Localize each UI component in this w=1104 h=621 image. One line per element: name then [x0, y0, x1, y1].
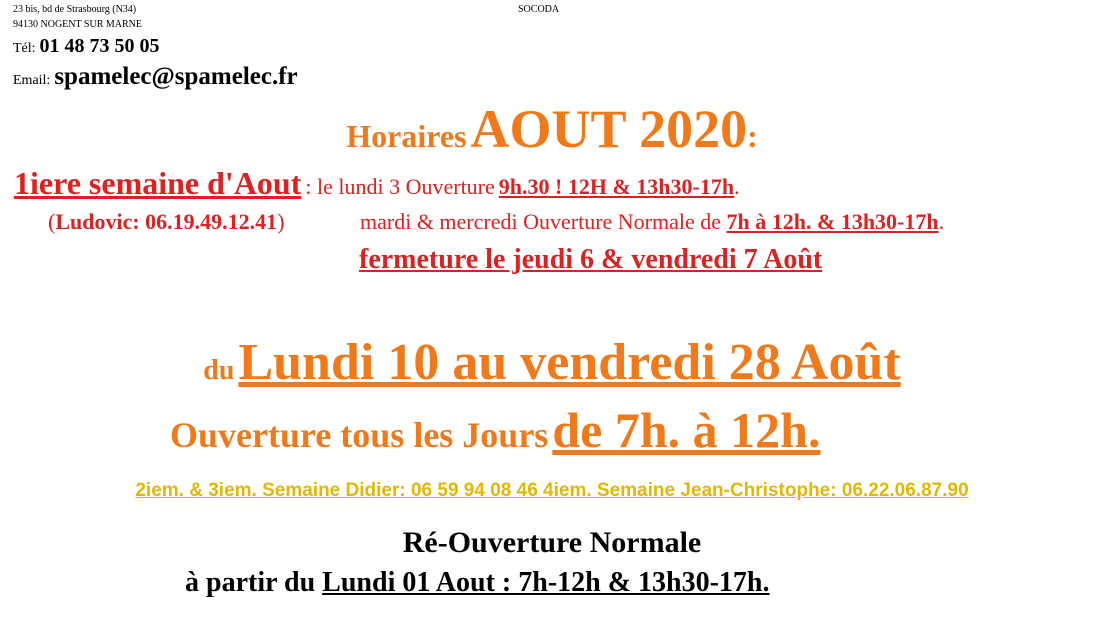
period-range-line	[0, 330, 1104, 408]
phone-line	[13, 34, 160, 61]
daily-text: Ouverture tous les Jours	[170, 415, 549, 455]
title-prefix: Horaires	[346, 118, 467, 154]
email-label: Email:	[13, 73, 51, 88]
phone-number: 01 48 73 50 05	[39, 35, 160, 57]
daily-hours: de 7h. à 12h.	[552, 402, 821, 458]
week1-closure: fermeture le jeudi 6 & vendredi 7 Août	[359, 244, 823, 275]
week1-line1-text: : le lundi 3 Ouverture	[305, 174, 495, 199]
week1-line1	[14, 164, 740, 209]
week1-line2-hours: 7h à 12h. & 13h30-17h	[726, 209, 939, 234]
email-line	[13, 62, 298, 96]
contacts-line: 2iem. & 3iem. Semaine Didier: 06 59 94 08 46 4iem. Semaine Jean-Christophe: 06.22.06.87.90	[135, 480, 969, 501]
reopening-date: Lundi 01 Aout : 7h-12h & 13h30-17h.	[322, 567, 770, 598]
contact-close: )	[277, 209, 285, 234]
contact-open: (	[48, 209, 56, 234]
period-daily-line	[170, 400, 820, 473]
phone-label: Tél:	[13, 41, 36, 56]
email-address[interactable]: spamelec@spamelec.fr	[54, 63, 298, 90]
reopening-line1: Ré-Ouverture Normale	[402, 526, 702, 559]
title-main: AOUT 2020	[470, 99, 748, 159]
week1-label: 1iere semaine d'Aout	[14, 165, 302, 201]
week1-line2	[360, 206, 944, 238]
week1-line2-end: .	[938, 209, 945, 234]
week1-line2-text: mardi & mercredi Ouverture Normale de	[360, 209, 722, 234]
reopening-prefix: à partir du	[185, 567, 323, 598]
address-line-2: 94130 NOGENT SUR MARNE	[13, 19, 142, 30]
page-title	[0, 98, 1104, 174]
title-suffix: :	[747, 118, 758, 154]
period-prefix: du	[203, 355, 235, 386]
period-range: Lundi 10 au vendredi 28 Août	[238, 334, 901, 391]
week1-contact	[48, 206, 285, 238]
week1-line1-hours: 9h.30 ! 12H & 13h30-17h	[498, 174, 735, 199]
week1-line1-end: .	[734, 174, 740, 199]
reopening-line2	[185, 564, 770, 602]
address-line-1: 23 bis, bd de Strasbourg (N34)	[13, 4, 137, 15]
contact-ludovic: Ludovic: 06.19.49.12.41	[55, 209, 278, 234]
company-name: SOCODA	[518, 4, 560, 15]
